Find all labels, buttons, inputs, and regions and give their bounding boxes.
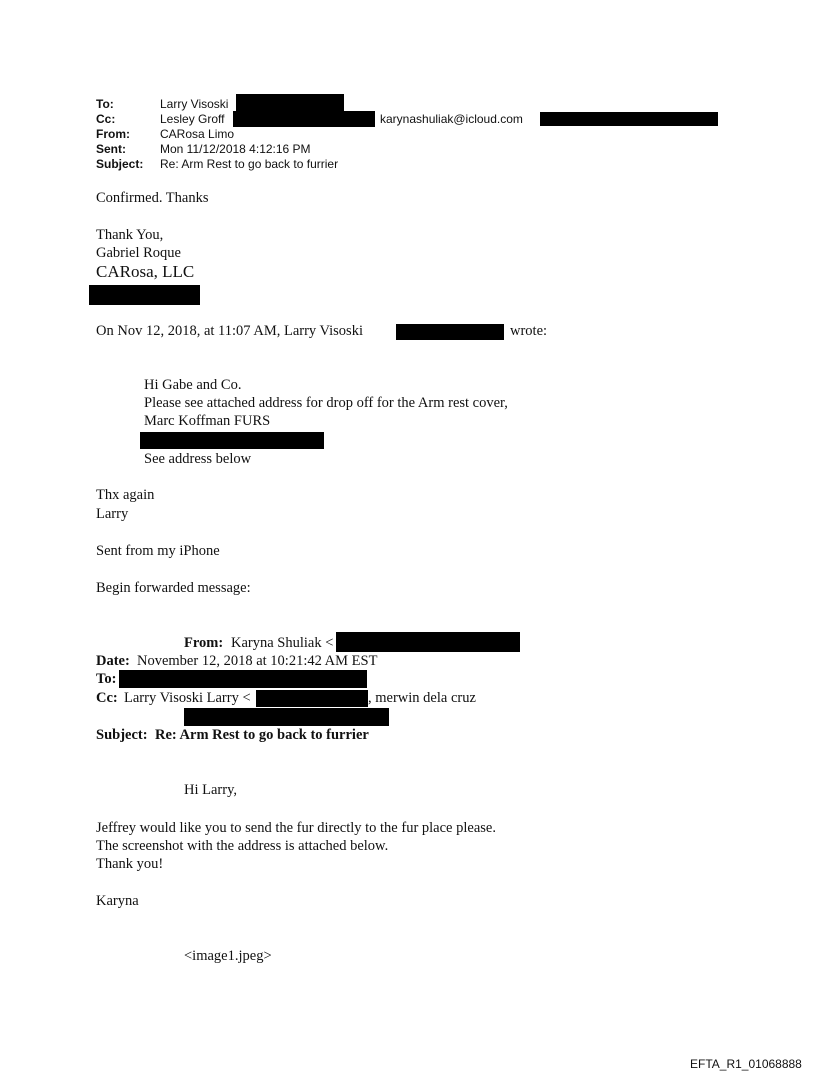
- thx-line: Thx again: [96, 487, 155, 503]
- fwd-line-3: Thank you!: [96, 856, 164, 872]
- quote-intro-start: On Nov 12, 2018, at 11:07 AM, Larry Visoski: [96, 323, 363, 339]
- sent-from-line: Sent from my iPhone: [96, 543, 220, 559]
- attachment-placeholder: <image1.jpeg>: [184, 948, 272, 964]
- sent-label: Sent:: [96, 142, 126, 156]
- larry-line: Larry: [96, 506, 129, 522]
- fwd-from-label: From:: [184, 635, 224, 651]
- redaction-box: [336, 632, 520, 652]
- redaction-box: [119, 670, 367, 688]
- fwd-line-1: Jeffrey would like you to send the fur directly to the fur place please.: [96, 820, 496, 836]
- fwd-subject-value: Re: Arm Rest to go back to furrier: [155, 727, 369, 743]
- redaction-box: [540, 112, 718, 126]
- cc-value-2: karynashuliak@icloud.com: [380, 112, 523, 126]
- from-value: CARosa Limo: [160, 127, 235, 141]
- to-value: Larry Visoski: [160, 97, 229, 111]
- quote-line-1: Please see attached address for drop off for the Arm rest cover,: [144, 395, 508, 411]
- signature-name: Gabriel Roque: [96, 245, 181, 261]
- subject-label: Subject:: [96, 157, 144, 171]
- sent-value: Mon 11/12/2018 4:12:16 PM: [160, 142, 311, 156]
- redaction-box: [396, 324, 504, 340]
- quote-intro-end: wrote:: [510, 323, 548, 339]
- cc-value-1: Lesley Groff: [160, 112, 225, 126]
- quote-line-3: See address below: [144, 451, 252, 467]
- fwd-greeting: Hi Larry,: [184, 782, 238, 798]
- fwd-cc-label: Cc:: [96, 690, 118, 706]
- fwd-date-value: November 12, 2018 at 10:21:42 AM EST: [137, 653, 378, 669]
- fwd-sign: Karyna: [96, 893, 139, 909]
- redaction-box: [140, 432, 324, 449]
- begin-forwarded-line: Begin forwarded message:: [96, 580, 251, 596]
- cc-label: Cc:: [96, 112, 116, 126]
- from-label: From:: [96, 127, 130, 141]
- signature-company: CARosa, LLC: [96, 262, 195, 281]
- redaction-box: [184, 708, 389, 726]
- fwd-cc-value-1: Larry Visoski Larry <: [124, 690, 251, 706]
- quote-greeting: Hi Gabe and Co.: [144, 377, 242, 393]
- to-label: To:: [96, 97, 114, 111]
- bates-number: EFTA_R1_01068888: [690, 1057, 802, 1071]
- redaction-box: [236, 94, 344, 111]
- quote-line-2: Marc Koffman FURS: [144, 413, 271, 429]
- redaction-box: [89, 285, 200, 305]
- redaction-box: [233, 111, 375, 127]
- fwd-subject-label: Subject:: [96, 727, 148, 743]
- redaction-box: [256, 690, 368, 707]
- reply-line: Confirmed. Thanks: [96, 190, 209, 206]
- fwd-from-value: Karyna Shuliak <: [231, 635, 334, 651]
- fwd-cc-value-2: , merwin dela cruz: [368, 690, 476, 706]
- fwd-to-label: To:: [96, 671, 117, 687]
- signoff: Thank You,: [96, 227, 164, 243]
- fwd-date-label: Date:: [96, 653, 130, 669]
- subject-value: Re: Arm Rest to go back to furrier: [160, 157, 339, 171]
- fwd-line-2: The screenshot with the address is attached below.: [96, 838, 389, 854]
